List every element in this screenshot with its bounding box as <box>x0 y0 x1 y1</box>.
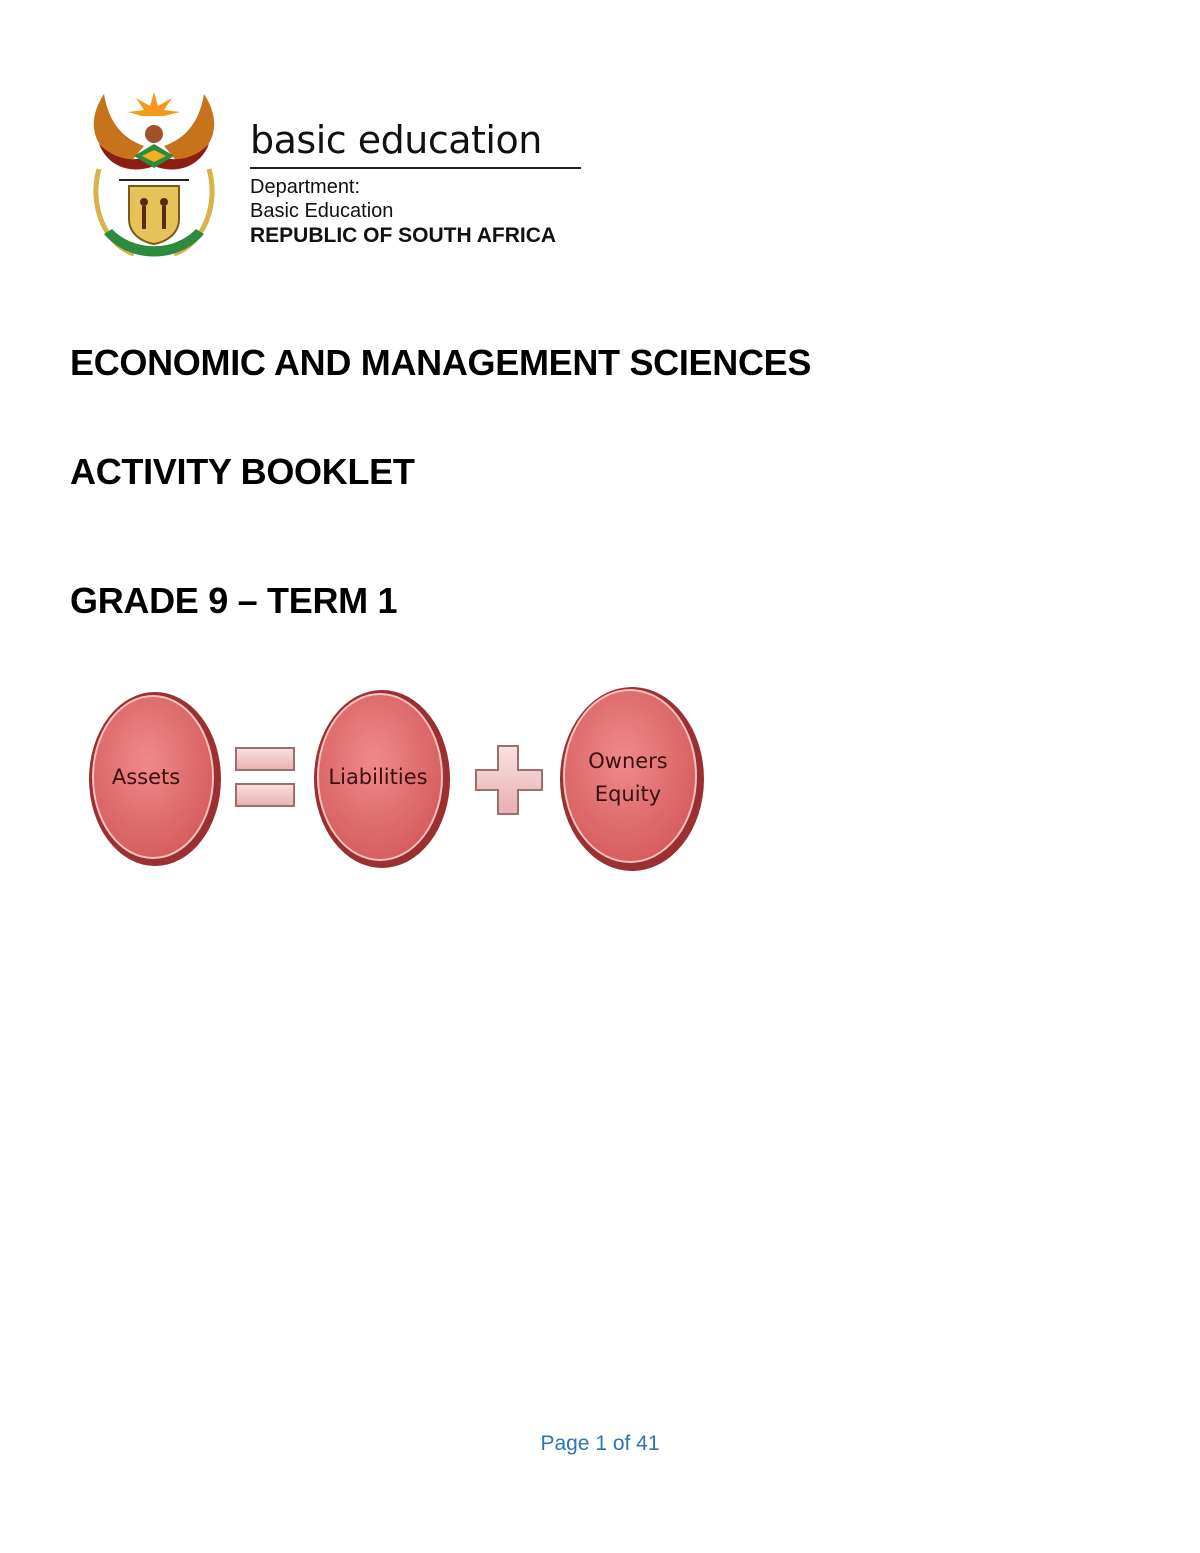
liabilities-label: Liabilities <box>328 765 428 789</box>
owners-equity-label-line1: Owners <box>588 749 668 773</box>
owners-equity-label-line2: Equity <box>594 782 662 806</box>
page-number: Page 1 of 41 <box>540 1432 660 1455</box>
department-name: Basic Education <box>250 200 394 222</box>
country-name: REPUBLIC OF SOUTH AFRICA <box>250 224 557 247</box>
liabilities-oval <box>314 690 450 868</box>
subject-title: ECONOMIC AND MANAGEMENT SCIENCES <box>70 342 812 383</box>
booklet-title: ACTIVITY BOOKLET <box>70 451 415 492</box>
assets-label: Assets <box>111 765 181 789</box>
equals-sign-icon <box>236 748 294 806</box>
sun-icon <box>128 92 180 116</box>
brand-divider <box>250 167 581 169</box>
coat-of-arms-logo <box>84 84 224 264</box>
accounting-equation-diagram <box>80 680 730 880</box>
owners-equity-oval <box>560 687 704 871</box>
brand-name: basic education <box>250 118 542 162</box>
grade-term-title: GRADE 9 – TERM 1 <box>70 580 398 621</box>
assets-oval <box>89 692 221 866</box>
department-label: Department: <box>250 176 361 198</box>
plus-sign-icon <box>476 746 542 814</box>
